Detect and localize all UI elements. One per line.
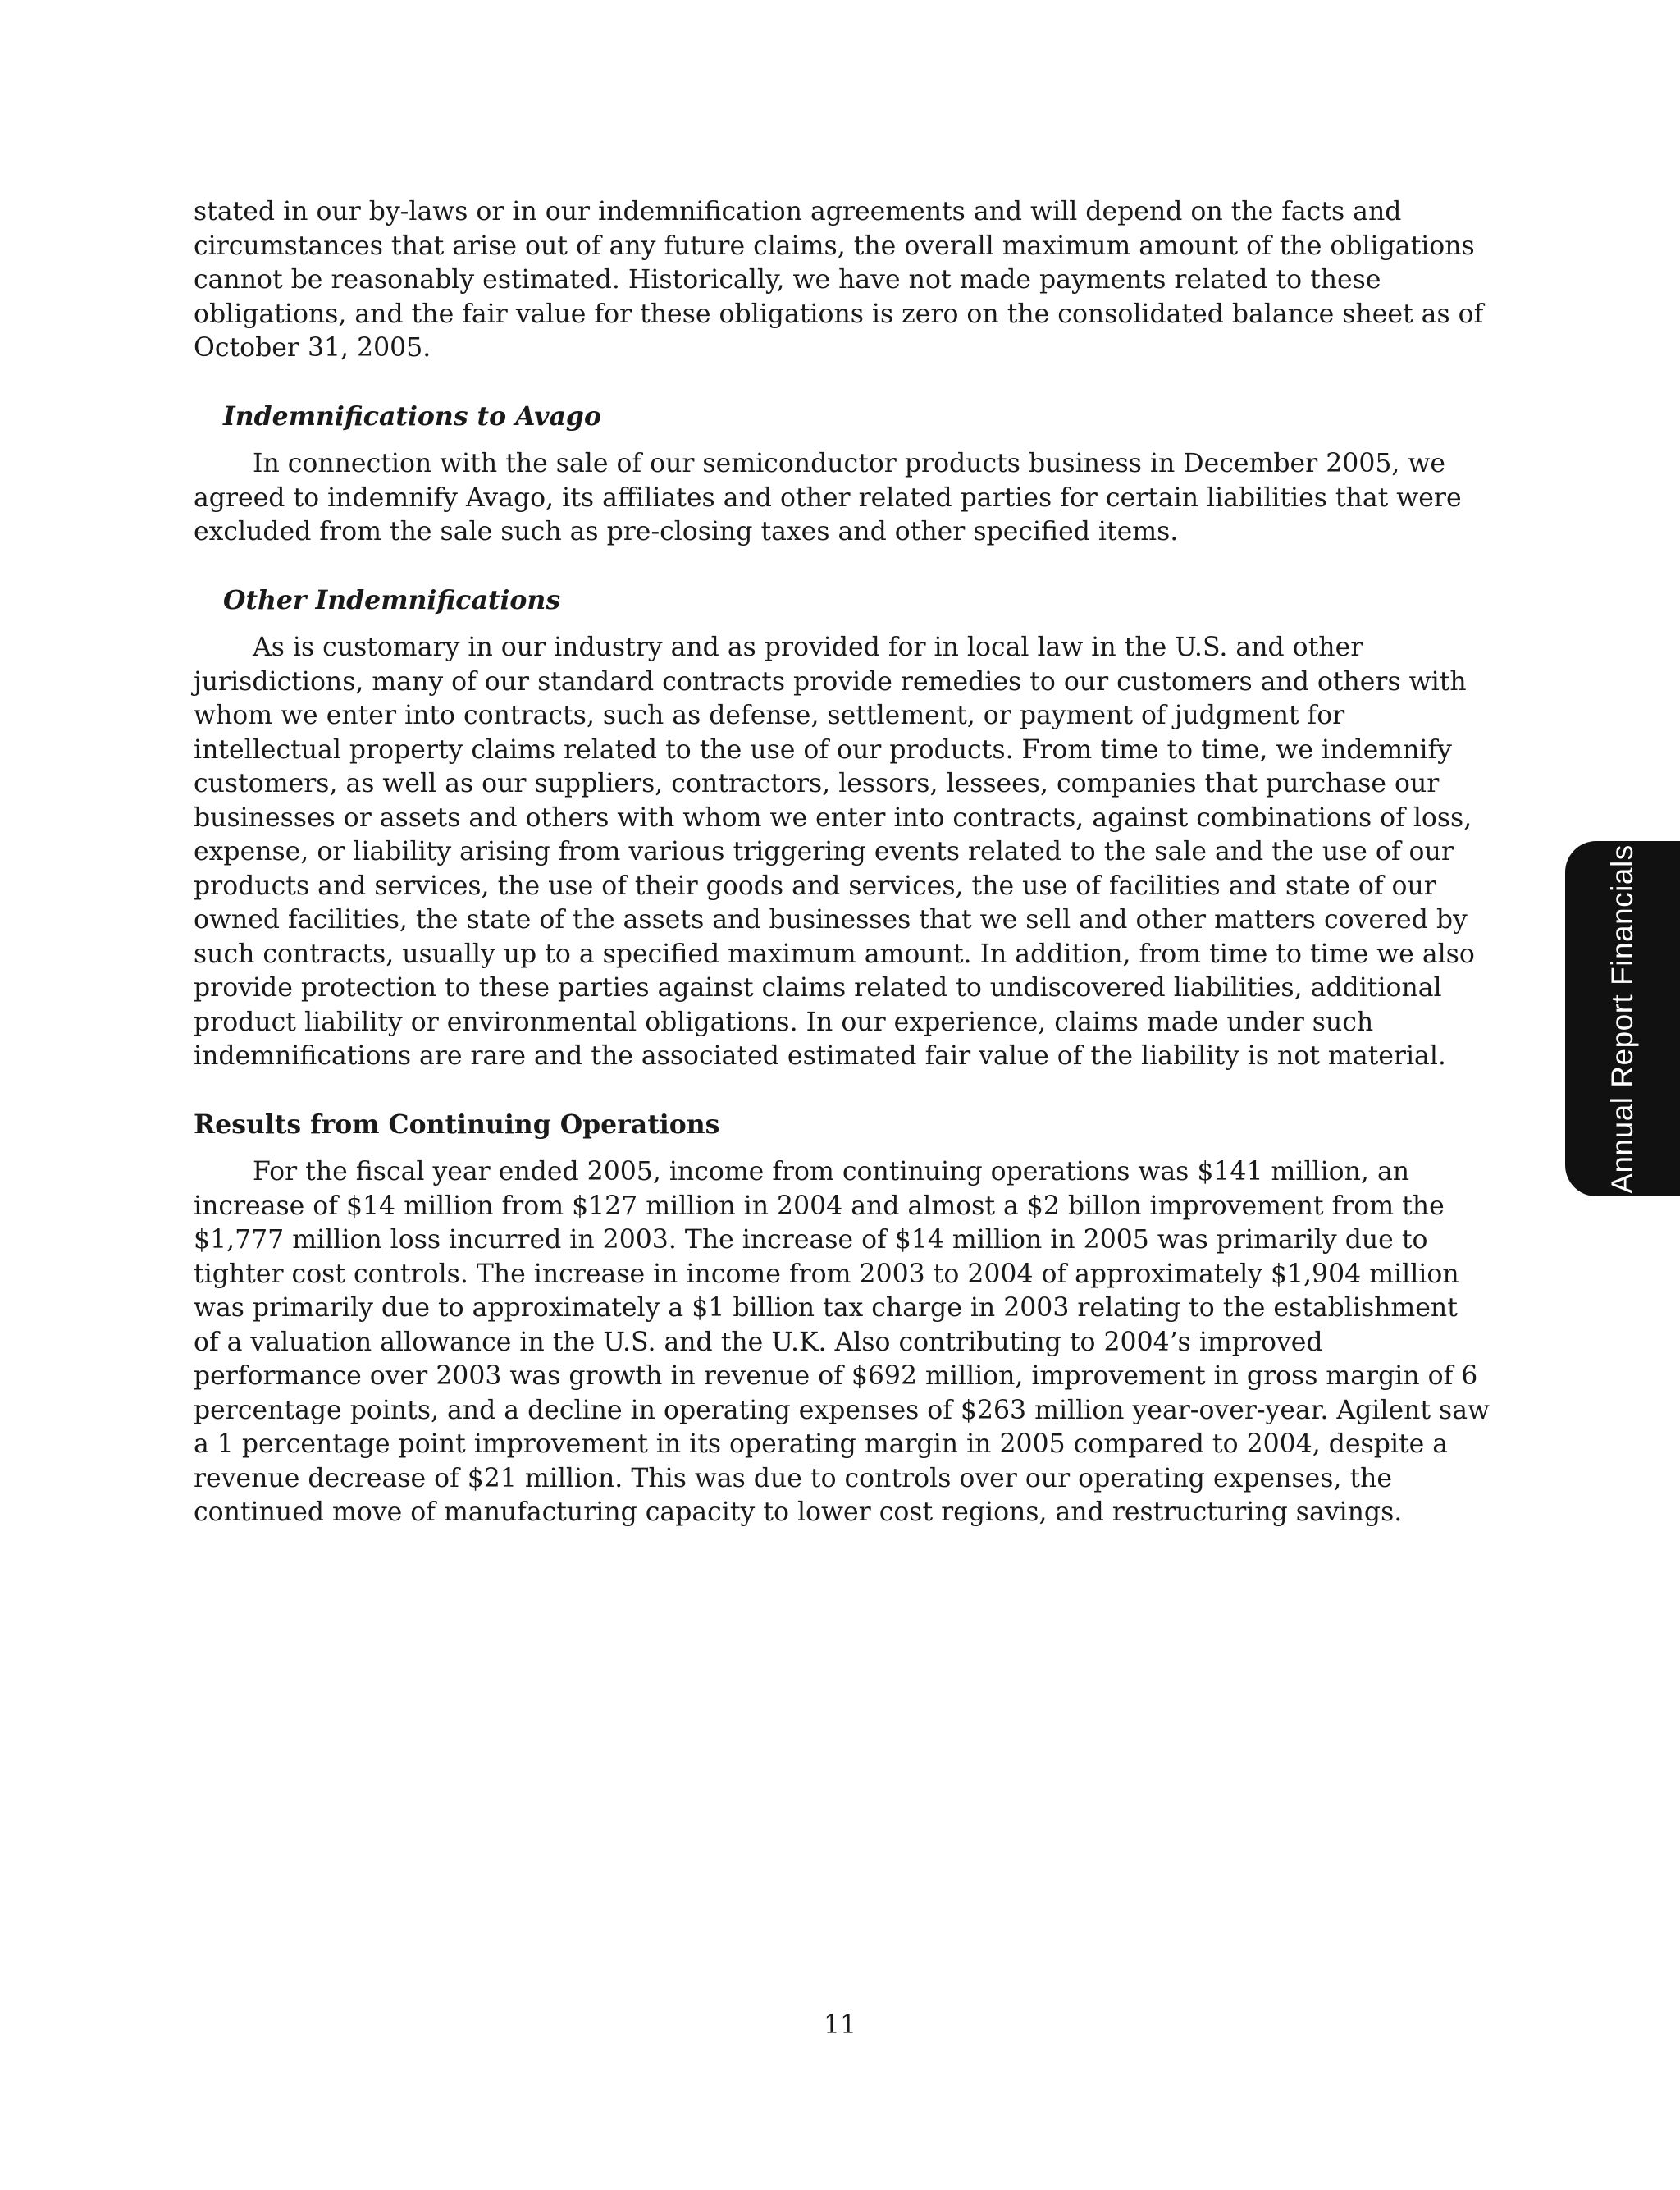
- section-side-tab: [1565, 841, 1680, 1196]
- heading-other-indemnifications: Other Indemnifications: [223, 584, 561, 615]
- paragraph-other-indemnifications: As is customary in our industry and as provided for in local law in the U.S. and other jurisdictions, many of our standard contracts provide remedies to our customers and others with whom we enter into contracts, such as defense, settlement, or payment of judgment for intellectual property claims related to the use of our products. From time to time, we indemnify customers, as well as our suppliers, contractors, lessors, lessees, companies that purchase our businesses or assets and others with whom we enter into contracts, against combinations of loss, expense, or liability arising from various triggering events related to the sale and the use of our products and services, the use of their goods and services, the use of facilities and state of our owned facilities, the state of the assets and businesses that we sell and other matters covered by such contracts, usually up to a specified maximum amount. In addition, from time to time we also provide protection to these parties against claims related to undiscovered liabilities, additional product liability or environmental obligations. In our experience, claims made under such indemnifications are rare and the associated estimated fair value of the liability is not material.: [194, 633, 1475, 1071]
- paragraph-avago-indemnification: In connection with the sale of our semiconductor products business in December 2005, we agreed to indemnify Avago, its affiliates and other related parties for certain liabilities that were excluded from the sale such as pre-closing taxes and other specified items.: [194, 449, 1462, 546]
- heading-results-from-continuing-operations: Results from Continuing Operations: [194, 1109, 720, 1140]
- paragraph-continuing-operations: For the fiscal year ended 2005, income from continuing operations was $141 million, an increase of $14 million from $127 million in 2004 and almost a $2 billon improvement from the $1,777 million loss incurred in 2003. The increase of $14 million in 2005 was primarily due to tighter cost controls. The increase in income from 2003 to 2004 of approximately $1,904 million was primarily due to approximately a $1 billion tax charge in 2003 relating to the establishment of a valuation allowance in the U.S. and the U.K. Also contributing to 2004’s improved performance over 2003 was growth in revenue of $692 million, improvement in gross margin of 6 percentage points, and a decline in operating expenses of $263 million year-over-year. Agilent saw a 1 percentage point improvement in its operating margin in 2005 compared to 2004, despite a revenue decrease of $21 million. This was due to controls over our operating expenses, the continued move of manufacturing capacity to lower cost regions, and restructuring savings.: [194, 1157, 1490, 1527]
- page-number: 11: [823, 2010, 857, 2040]
- paragraph-by-laws-continuation: stated in our by-laws or in our indemnification agreements and will depend on the facts and circumstances that arise out of any future claims, the overall maximum amount of the obligations cannot be reasonably estimated. Historically, we have not made payments related to these obligations, and the fair value for these obligations is zero on the consolidated balance sheet as of October 31, 2005.: [194, 197, 1484, 363]
- side-tab-label: Annual Report Financials: [1605, 844, 1639, 1194]
- document-body: [194, 195, 1490, 1530]
- heading-indemnifications-to-avago: Indemnifications to Avago: [223, 400, 601, 432]
